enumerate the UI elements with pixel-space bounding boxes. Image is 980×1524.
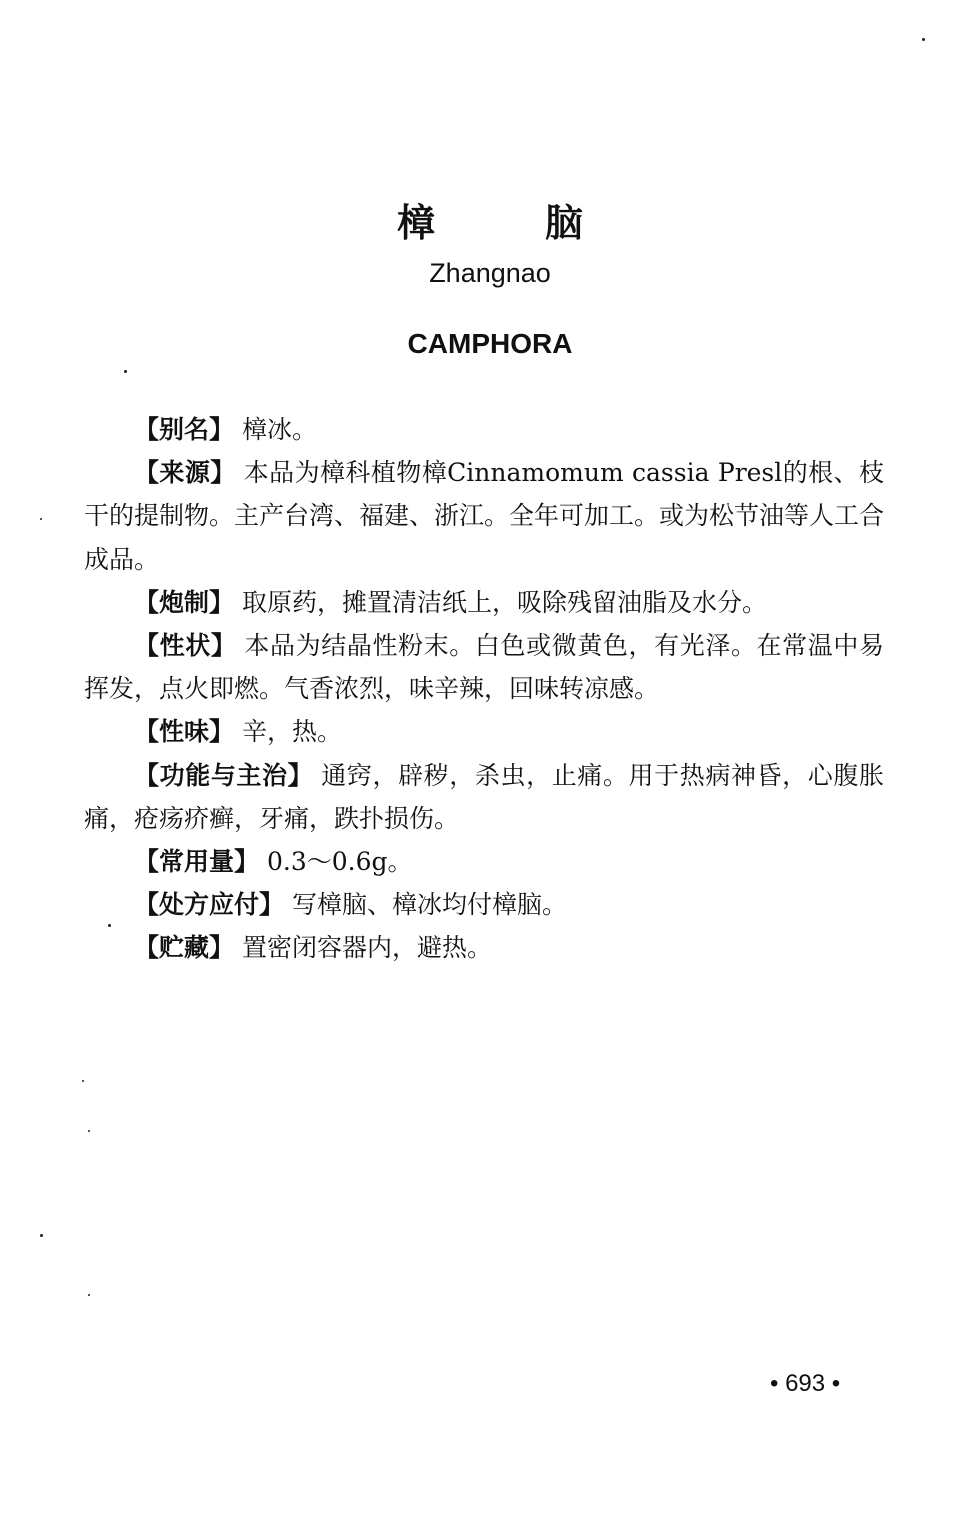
entry-alias: [84, 408, 884, 451]
entry-text: 本品为结晶性粉末。白色或微黄色，有光泽。在常温中易挥发，点火即燃。气香浓烈，味辛辣，回味转凉感。: [84, 631, 884, 704]
entry-text: 置密闭容器内，避热。: [242, 933, 493, 963]
entry-text: 樟冰。: [242, 415, 318, 444]
scan-speck: [922, 38, 925, 41]
scan-speck: [82, 1080, 84, 1082]
entry-processing: [84, 581, 884, 624]
title-char-2: 脑: [545, 201, 584, 245]
entry-tag: 【性味】: [134, 717, 235, 747]
entry-tag: 【别名】: [134, 415, 235, 444]
entry-text: 通窍，辟秽，杀虫，止痛。用于热病神昏，心腹胀痛，疮疡疥癣，牙痛，跌扑损伤。: [84, 760, 884, 833]
scan-speck: [124, 370, 127, 373]
entry-text: 写樟脑、樟冰均付樟脑。: [292, 890, 568, 920]
entry-property-flavor: [84, 710, 884, 753]
entry-description: [84, 624, 884, 710]
scan-speck: [40, 518, 42, 520]
scan-speck: [88, 1130, 90, 1132]
monograph-body: [84, 408, 884, 970]
entry-tag: 【贮藏】: [134, 933, 235, 963]
entry-storage: [84, 926, 884, 969]
entry-prescription: [84, 883, 884, 926]
entry-tag: 【炮制】: [134, 587, 235, 617]
title-pinyin: Zhangnao: [429, 258, 551, 288]
title-chinese: [0, 192, 980, 247]
scan-speck: [108, 924, 111, 927]
entry-tag: 【常用量】: [134, 847, 260, 877]
entry-text: 0.3～0.6g。: [267, 847, 413, 877]
entry-source: [84, 451, 884, 581]
title-char-1: 樟: [396, 201, 435, 245]
entry-text: 本品为樟科植物樟Cinnamomum cassia Presl的根、枝干的提制物。主产台湾、福建、浙江。全年可加工。或为松节油等人工合成品。: [84, 458, 885, 574]
title-latin: CAMPHORA: [407, 328, 573, 359]
entry-dosage: [84, 840, 884, 883]
entry-tag: 【处方应付】: [134, 890, 285, 920]
entry-text: 辛，热。: [242, 717, 343, 747]
scan-speck: [88, 1294, 90, 1296]
page-number: • 693 •: [770, 1370, 841, 1397]
entry-tag: 【功能与主治】: [134, 760, 314, 790]
entry-tag: 【来源】: [134, 458, 236, 488]
entry-text: 取原药，摊置清洁纸上，吸除残留油脂及水分。: [242, 587, 768, 617]
scan-speck: [40, 1234, 43, 1237]
entry-functions: [84, 754, 884, 840]
entry-tag: 【性状】: [134, 631, 237, 661]
